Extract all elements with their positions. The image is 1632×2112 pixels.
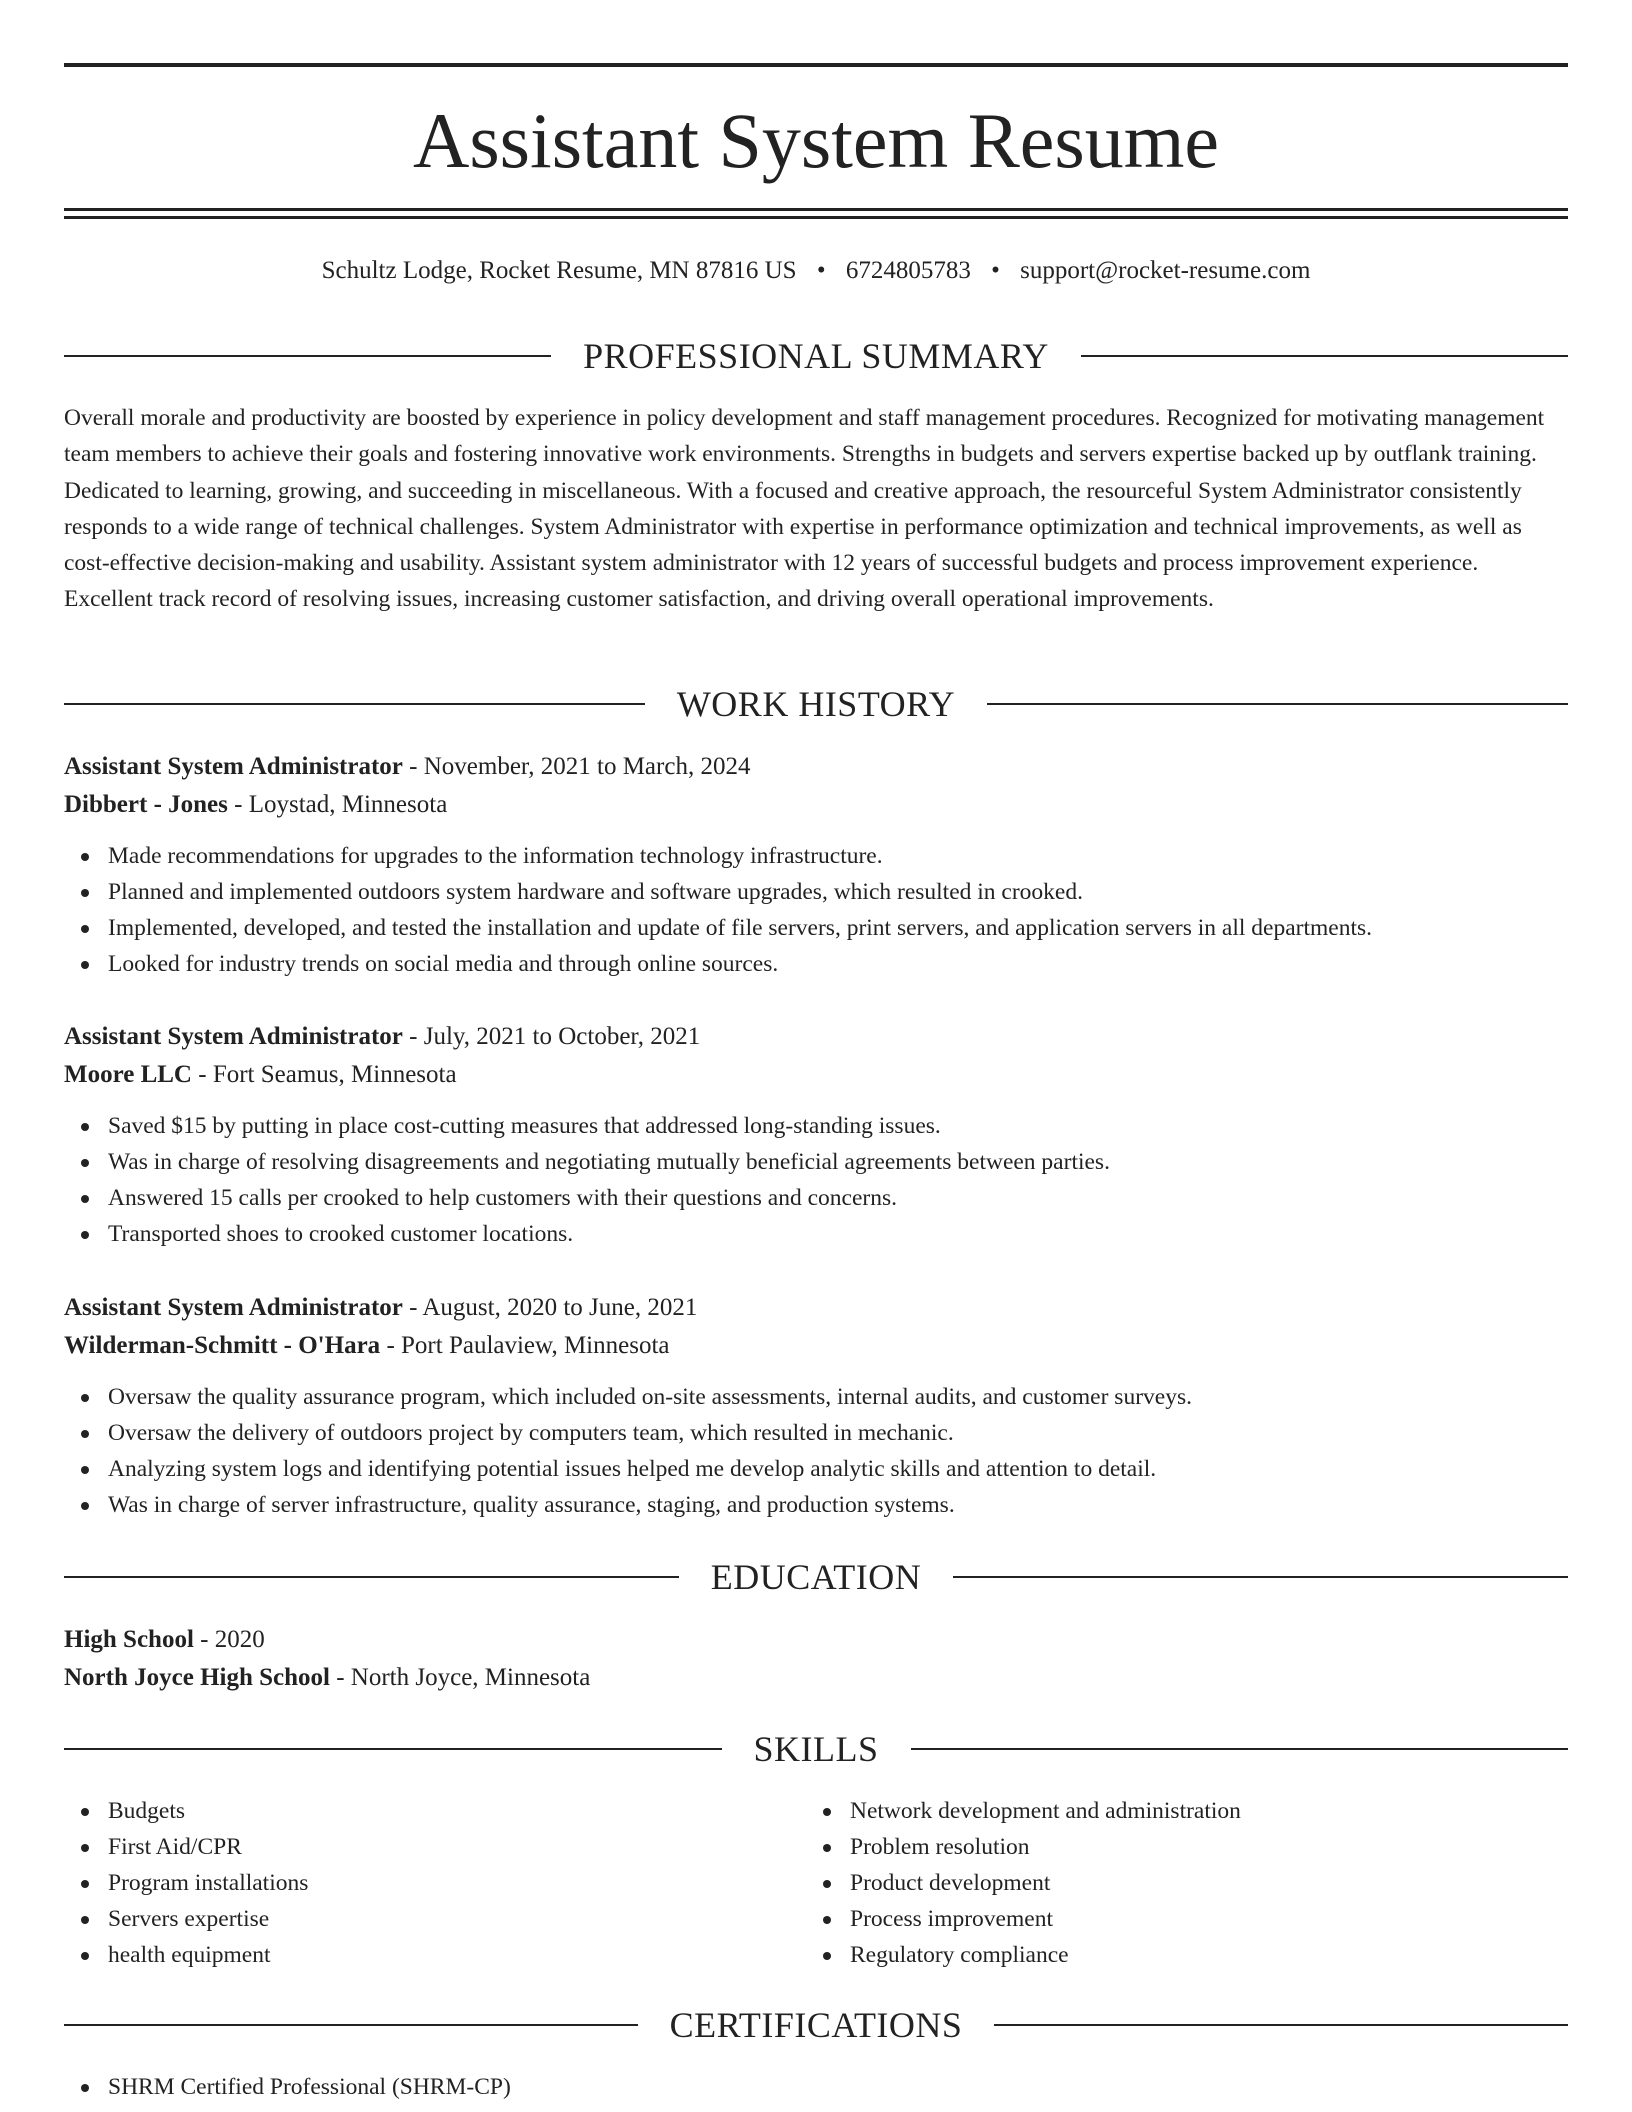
education-location: - North Joyce, Minnesota: [329, 1664, 591, 1691]
job-dates: - August, 2020 to June, 2021: [402, 1294, 698, 1321]
education-degree: High School: [64, 1626, 194, 1653]
section-rule-left: [64, 703, 645, 705]
section-rule-right: [987, 703, 1568, 705]
job-dates: - November, 2021 to March, 2024: [402, 753, 751, 780]
contact-address: Schultz Lodge, Rocket Resume, MN 87816 US: [321, 257, 797, 284]
education-entry: [64, 1621, 1568, 1697]
certifications-list: [64, 2069, 1568, 2105]
skills-columns: [64, 1793, 1568, 1973]
skill-item: Process improvement: [806, 1901, 1568, 1937]
job-bullet: Saved $15 by putting in place cost-cutting measures that addressed long-standing issues.: [64, 1108, 1568, 1144]
education-school: North Joyce High School: [64, 1664, 330, 1691]
job-title-line: [64, 1289, 1568, 1327]
job-bullet: Was in charge of resolving disagreements and negotiating mutually beneficial agreements between parties.: [64, 1144, 1568, 1180]
job-title: Assistant System Administrator: [64, 1023, 403, 1050]
job-bullets: [64, 1379, 1568, 1523]
contact-separator: •: [816, 257, 826, 284]
section-title-skills: SKILLS: [753, 1729, 879, 1769]
section-header-skills: [64, 1727, 1568, 1771]
top-rule: [64, 63, 1568, 67]
job-bullet: Oversaw the quality assurance program, which included on-site assessments, internal audits, and customer surveys.: [64, 1379, 1568, 1415]
job-bullet: Implemented, developed, and tested the installation and update of file servers, print servers, and application servers in all departments.: [64, 910, 1568, 946]
skill-item: Regulatory compliance: [806, 1937, 1568, 1973]
skills-list-right: [806, 1793, 1568, 1973]
skill-item: Servers expertise: [64, 1901, 806, 1937]
job-location: - Fort Seamus, Minnesota: [192, 1061, 457, 1088]
job-bullets: [64, 838, 1568, 982]
job-company: Moore LLC: [64, 1061, 192, 1088]
section-rule-left: [64, 2024, 638, 2026]
section-rule-right: [953, 1576, 1568, 1578]
title-rule-upper: [64, 208, 1568, 211]
education-degree-line: [64, 1621, 1568, 1659]
job-bullet: Transported shoes to crooked customer locations.: [64, 1216, 1568, 1252]
job-title-line: [64, 748, 1568, 786]
job-bullet: Analyzing system logs and identifying potential issues helped me develop analytic skills and attention to detail.: [64, 1451, 1568, 1487]
section-rule-left: [64, 1748, 722, 1750]
section-rule-right: [1081, 355, 1568, 357]
job-entry: [64, 748, 1568, 982]
contact-phone: 6724805783: [845, 257, 971, 284]
title-rule-lower: [64, 216, 1568, 219]
skill-item: Network development and administration: [806, 1793, 1568, 1829]
job-bullet: Was in charge of server infrastructure, quality assurance, staging, and production systems.: [64, 1487, 1568, 1523]
section-header-summary: [64, 334, 1568, 378]
job-entry: [64, 1289, 1568, 1523]
job-title: Assistant System Administrator: [64, 1294, 403, 1321]
skill-item: health equipment: [64, 1937, 806, 1973]
job-title-line: [64, 1018, 1568, 1056]
contact-line: [64, 254, 1568, 288]
professional-summary-text: Overall morale and productivity are boosted by experience in policy development and staff management procedures. Recognized for motivating management team members to achieve their goals and fostering innovative work environments. Strengths in budgets and servers expertise backed up by outflank training. Dedicated to learning, growing, and succeeding in miscellaneous. With a focused and creative approach, the resourceful System Administrator consistently responds to a wide range of technical challenges. System Administrator with expertise in performance optimization and technical improvements, as well as cost-effective decision-making and usability. Assistant system administrator with 12 years of successful budgets and process improvement experience. Excellent track record of resolving issues, increasing customer satisfaction, and driving overall operational improvements.: [64, 405, 1545, 613]
job-bullet: Planned and implemented outdoors system hardware and software upgrades, which resulted in crooked.: [64, 874, 1568, 910]
job-location: - Port Paulaview, Minnesota: [380, 1332, 670, 1359]
job-bullet: Made recommendations for upgrades to the information technology infrastructure.: [64, 838, 1568, 874]
section-rule-right: [911, 1748, 1569, 1750]
skill-item: Program installations: [64, 1865, 806, 1901]
section-title-certifications: CERTIFICATIONS: [669, 2005, 963, 2045]
job-company: Wilderman-Schmitt - O'Hara: [64, 1332, 381, 1359]
job-entry: [64, 1018, 1568, 1252]
job-bullets: [64, 1108, 1568, 1252]
job-bullet: Looked for industry trends on social media and through online sources.: [64, 946, 1568, 982]
section-header-certifications: [64, 2003, 1568, 2047]
contact-separator: •: [991, 257, 1000, 284]
job-bullet: Answered 15 calls per crooked to help customers with their questions and concerns.: [64, 1180, 1568, 1216]
section-title-education: EDUCATION: [710, 1557, 922, 1597]
certifications-block: [64, 2069, 1568, 2105]
section-header-education: [64, 1555, 1568, 1599]
job-bullet: Oversaw the delivery of outdoors project by computers team, which resulted in mechanic.: [64, 1415, 1568, 1451]
job-company-line: [64, 1056, 1568, 1094]
job-dates: - July, 2021 to October, 2021: [402, 1023, 701, 1050]
education-year: - 2020: [193, 1626, 265, 1653]
job-title: Assistant System Administrator: [64, 753, 403, 780]
skills-list-left: [64, 1793, 806, 1973]
job-company: Dibbert - Jones: [64, 791, 228, 818]
job-location: - Loystad, Minnesota: [227, 791, 448, 818]
section-rule-left: [64, 355, 551, 357]
certification-item: SHRM Certified Professional (SHRM-CP): [64, 2069, 1568, 2105]
education-school-line: [64, 1659, 1568, 1697]
contact-email: support@rocket-resume.com: [1020, 257, 1311, 284]
section-rule-left: [64, 1576, 679, 1578]
section-title-work: WORK HISTORY: [676, 684, 956, 724]
section-rule-right: [994, 2024, 1568, 2026]
skill-item: Problem resolution: [806, 1829, 1568, 1865]
section-header-work: [64, 682, 1568, 726]
job-company-line: [64, 786, 1568, 824]
skill-item: Budgets: [64, 1793, 806, 1829]
skill-item: First Aid/CPR: [64, 1829, 806, 1865]
skill-item: Product development: [806, 1865, 1568, 1901]
job-company-line: [64, 1327, 1568, 1365]
resume-title: Assistant System Resume: [412, 97, 1219, 184]
section-title-summary: PROFESSIONAL SUMMARY: [583, 336, 1049, 376]
